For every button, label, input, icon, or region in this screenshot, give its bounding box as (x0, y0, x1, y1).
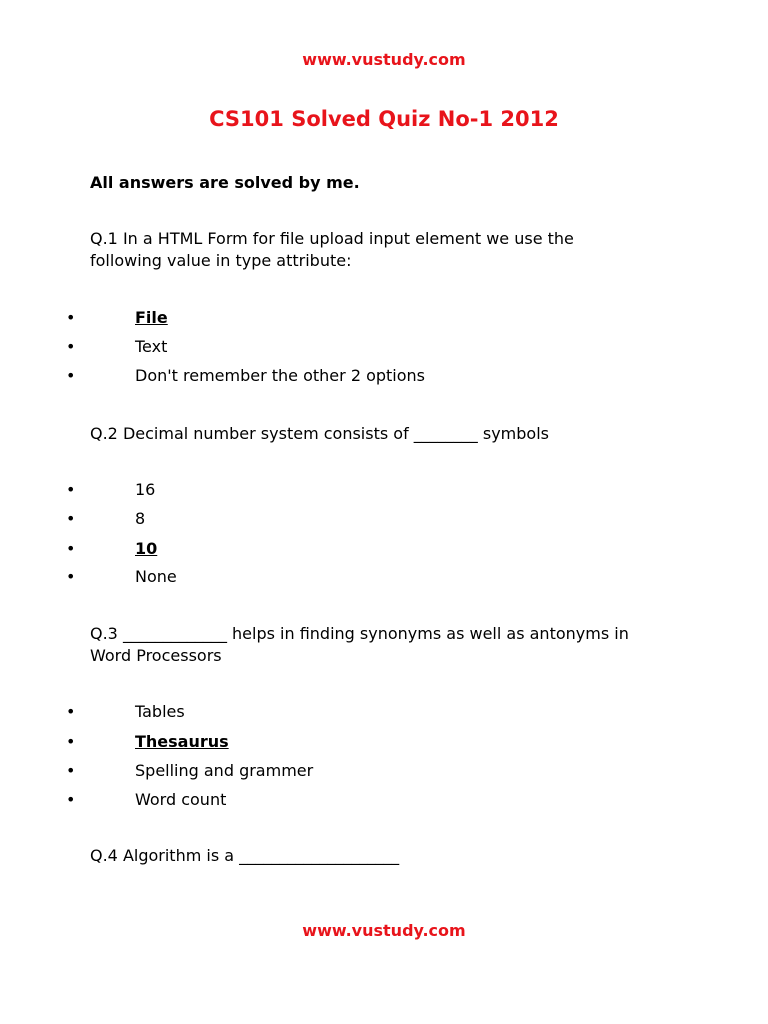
question-2-text (90, 423, 549, 445)
bullet-icon: • (66, 790, 76, 809)
q3-option-3: Spelling and grammer (135, 761, 314, 780)
q1-option-1: File (135, 308, 168, 327)
bullet-icon: • (66, 702, 76, 721)
bullet-icon: • (66, 567, 76, 586)
bullet-icon: • (66, 539, 76, 558)
bullet-icon: • (66, 366, 76, 385)
q2-option-3: 10 (135, 539, 158, 558)
question-3-text (90, 623, 629, 667)
q3-option-4: Word count (135, 790, 227, 809)
site-link-header[interactable]: www.vustudy.com (302, 50, 466, 69)
question-3-line-1: Q.3 _____________ helps in finding synonyms as well as antonyms in (90, 624, 629, 643)
question-4-text (90, 845, 399, 867)
bullet-icon: • (66, 732, 76, 751)
q2-option-1: 16 (135, 480, 156, 499)
page-title: CS101 Solved Quiz No-1 2012 (209, 107, 559, 131)
q2-option-2: 8 (135, 509, 146, 528)
question-2-line-1: Q.2 Decimal number system consists of ________ symbols (90, 424, 549, 443)
q1-option-2: Text (135, 337, 168, 356)
q1-option-3: Don't remember the other 2 options (135, 366, 426, 385)
bullet-icon: • (66, 308, 76, 327)
question-3-line-2: Word Processors (90, 646, 222, 665)
question-1-line-2: following value in type attribute: (90, 251, 352, 270)
intro-text: All answers are solved by me. (90, 173, 360, 192)
q3-option-1: Tables (135, 702, 185, 721)
bullet-icon: • (66, 509, 76, 528)
site-link-footer[interactable]: www.vustudy.com (302, 921, 466, 940)
question-4-line-1: Q.4 Algorithm is a ____________________ (90, 846, 400, 865)
bullet-icon: • (66, 761, 76, 780)
q3-option-2: Thesaurus (135, 732, 229, 751)
bullet-icon: • (66, 480, 76, 499)
question-1-text (90, 228, 574, 272)
question-1-line-1: Q.1 In a HTML Form for file upload input element we use the (90, 229, 574, 248)
bullet-icon: • (66, 337, 76, 356)
q2-option-4: None (135, 567, 177, 586)
